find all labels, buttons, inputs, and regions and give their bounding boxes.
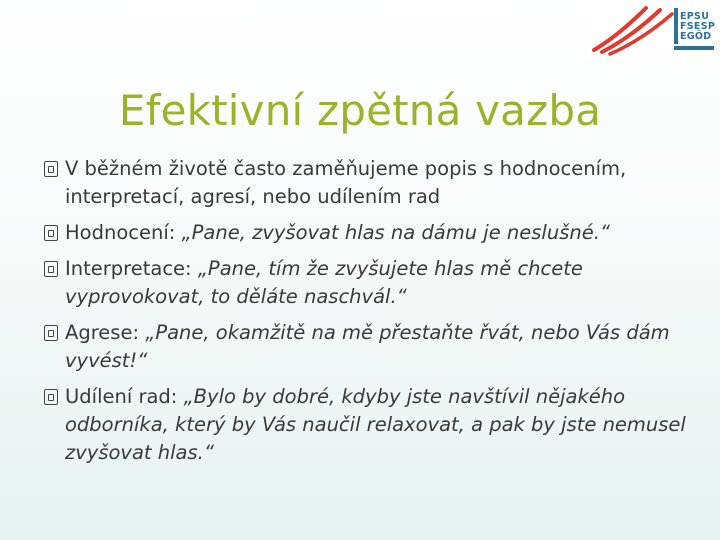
epsu-logo <box>588 0 720 60</box>
bullet-list <box>44 155 694 475</box>
bullet-item-udileni-rad <box>44 383 694 467</box>
logo-text <box>680 12 715 42</box>
bullet-icon <box>44 389 58 405</box>
logo-line-epsu: EPSU <box>680 11 710 22</box>
bullet-item-interpretace <box>44 255 694 311</box>
bullet-item-agrese <box>44 319 694 375</box>
bullet-icon <box>44 225 58 241</box>
bullet-icon <box>44 161 58 177</box>
bullet-quote: „Pane, tím že zvyšujete hlas mě chcete vyprovokovat, to děláte naschvál.“ <box>65 257 583 308</box>
bullet-item-description <box>44 155 694 211</box>
bullet-quote: „Pane, zvyšovat hlas na dámu je neslušné.“ <box>181 221 611 244</box>
bullet-icon <box>44 325 58 341</box>
bullet-quote: „Bylo by dobré, kdyby jste navštívil nějakého odborníka, který by Vás naučil relaxovat, a pak by jste nemusel zvyšovat hlas.“ <box>65 385 686 464</box>
bullet-item-hodnoceni <box>44 219 694 247</box>
bullet-icon <box>44 261 58 277</box>
logo-line-egod: EGÖD <box>680 31 712 42</box>
slide-title: Efektivní zpětná vazba <box>118 86 602 135</box>
bullet-label: Hodnocení: <box>65 221 182 244</box>
bullet-quote: „Pane, okamžitě na mě přestaňte řvát, nebo Vás dám vyvést!“ <box>65 321 670 372</box>
logo-line-fsesp: FSESP <box>680 21 716 32</box>
bullet-label: Agrese: <box>65 321 146 344</box>
bullet-label: V běžném životě často zaměňujeme popis s hodnocením, interpretací, agresí, nebo udílením rad <box>65 157 627 208</box>
bullet-label: Interpretace: <box>65 257 198 280</box>
bullet-label: Udílení rad: <box>65 385 184 408</box>
